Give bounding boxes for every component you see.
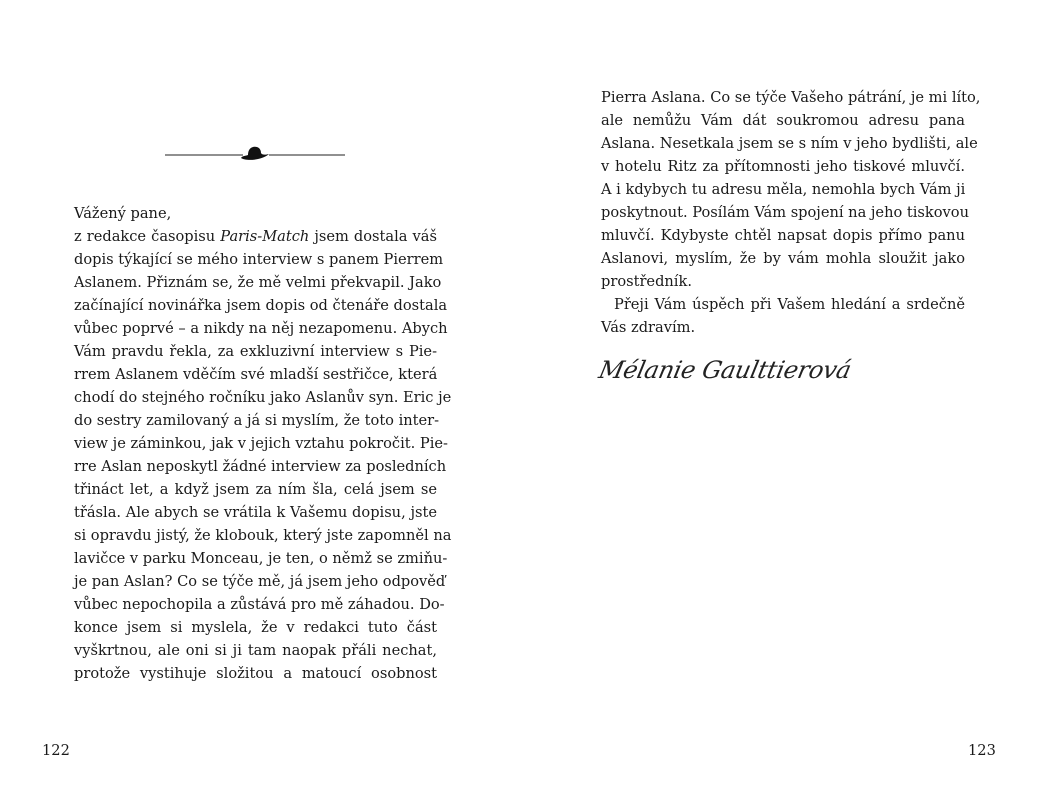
text-line: prostředník.: [601, 273, 692, 290]
salutation: Vážený pane,: [74, 205, 172, 222]
text-line: začínající novinářka jsem dopis od čtenáře dostala: [74, 297, 448, 314]
text-line: A i kdybych tu adresu měla, nemohla bych Vám ji: [601, 181, 966, 198]
text-line: Aslana. Nesetkala jsem se s ním v jeho bydlišti, ale: [601, 135, 978, 152]
text-line: protože vystihuje složitou a matoucí osobnost: [74, 665, 437, 682]
text-line: si opravdu jistý, že klobouk, který jste zapomněl na: [74, 527, 452, 544]
page-number-left: 122: [42, 742, 70, 759]
text-line: do sestry zamilovaný a já si myslím, že toto inter-: [74, 412, 440, 429]
text-line: Aslanem. Přiznám se, že mě velmi překvapil. Jako: [74, 274, 442, 291]
hat-shape: [241, 147, 269, 160]
text-line: view je záminkou, jak v jejich vztahu pokročit. Pie-: [74, 435, 448, 452]
text-line: chodí do stejného ročníku jako Aslanův syn. Eric je: [74, 389, 452, 406]
text-line: Přeji Vám úspěch při Vašem hledání a srdečně: [614, 296, 965, 313]
hat-ornament: [165, 143, 345, 165]
text-line: lavičce v parku Monceau, je ten, o němž se zmiňu-: [74, 550, 448, 567]
text-line: v hotelu Ritz za přítomnosti jeho tiskové mluvčí.: [601, 158, 965, 175]
text-line: je pan Aslan? Co se týče mě, já jsem jeho odpověď: [74, 573, 446, 590]
text-line: Pierra Aslana. Co se týče Vašeho pátrání, je mi líto,: [601, 89, 981, 106]
letter-body-left: [74, 202, 452, 685]
text-line: rrem Aslanem vděčím své mladší sestřičce, která: [74, 366, 438, 383]
text-segment: z redakce časopisu: [74, 228, 221, 245]
signature: Mélanie Gaulttierová: [596, 356, 854, 384]
text-line: konce jsem si myslela, že v redakci tuto část: [74, 619, 437, 636]
letter-body-right: [601, 86, 981, 339]
closing-line: Vás zdravím.: [601, 319, 696, 336]
text-line: dopis týkající se mého interview s panem Pierrem: [74, 251, 444, 268]
page-number-right: 123: [968, 742, 996, 759]
text-segment: jsem dostala váš: [309, 228, 437, 245]
text-line: [74, 225, 437, 248]
text-line: třásla. Ale abych se vrátila k Vašemu dopisu, jste: [74, 504, 437, 521]
text-line: třináct let, a když jsem za ním šla, celá jsem se: [74, 481, 437, 498]
hat-icon: [165, 143, 345, 165]
text-line: vyškrtnou, ale oni si ji tam naopak přáli nechat,: [74, 642, 437, 659]
text-line: Vám pravdu řekla, za exkluzivní interview s Pie-: [74, 343, 437, 360]
text-line: mluvčí. Kdybyste chtěl napsat dopis přímo panu: [601, 227, 965, 244]
text-line: vůbec poprvé – a nikdy na něj nezapomenu. Abych: [74, 320, 448, 337]
text-line: ale nemůžu Vám dát soukromou adresu pana: [601, 112, 965, 129]
text-line: rre Aslan neposkytl žádné interview za posledních: [74, 458, 447, 475]
text-line: poskytnout. Posílám Vám spojení na jeho tiskovou: [601, 204, 969, 221]
text-line: Aslanovi, myslím, že by vám mohla sloužit jako: [601, 250, 965, 267]
magazine-title: Paris-Match: [220, 228, 310, 245]
text-line: vůbec nepochopila a zůstává pro mě záhadou. Do-: [74, 596, 445, 613]
